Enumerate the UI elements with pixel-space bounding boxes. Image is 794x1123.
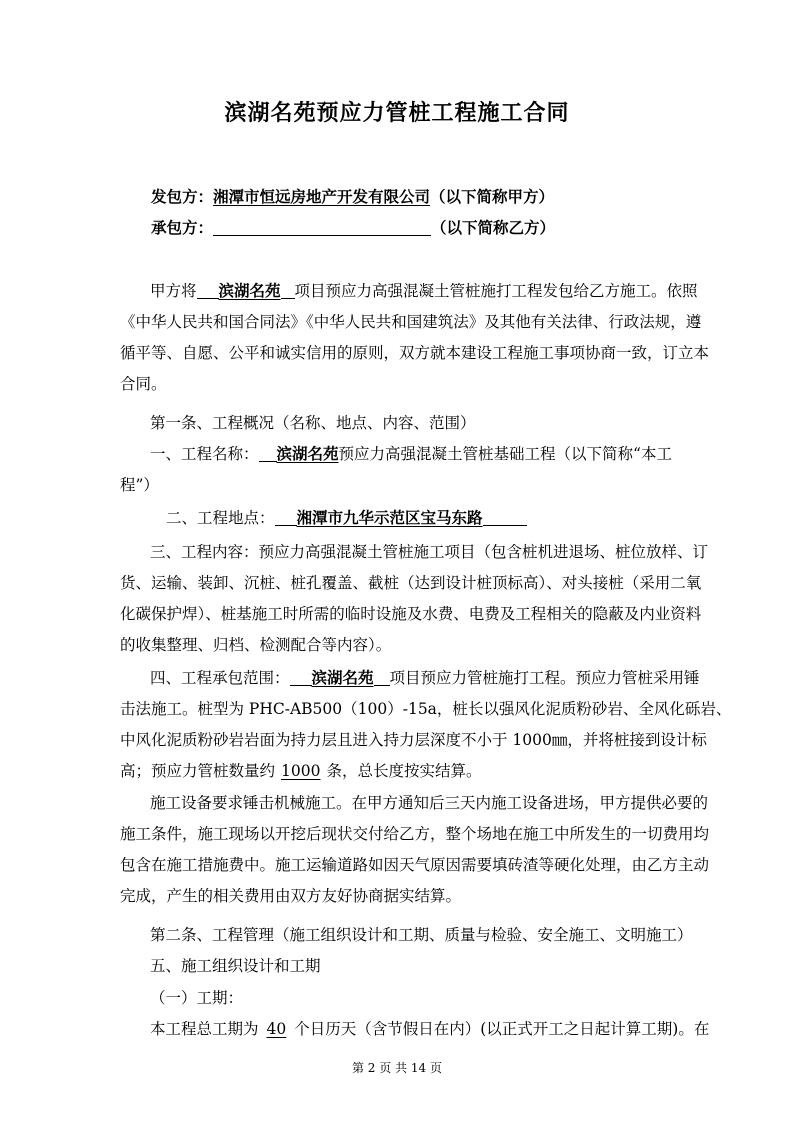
article1-item4-l2: 击法施工。桩型为 PHC-AB500（100）-15a，桩长以强风化泥质粉砂岩、全风化砾岩、 bbox=[120, 700, 732, 718]
period-post: 个日历天（含节假日在内）(以正式开工之日起计算工期)。在 bbox=[294, 1020, 710, 1038]
item4-post: 项目预应力管桩施打工程。预应力管桩采用锤 bbox=[389, 669, 700, 687]
article2-sub5: 五、施工组织设计和工期 bbox=[150, 957, 321, 975]
pile-count-post: 条，总长度按实结算。 bbox=[326, 762, 482, 780]
article1-item4 bbox=[150, 668, 700, 688]
party-a-line bbox=[151, 187, 554, 207]
intro-line-2: 《中华人民共和国合同法》《中华人民共和国建筑法》及其他有关法律、行政法规，遵 bbox=[120, 313, 702, 331]
intro-line-1 bbox=[150, 281, 698, 301]
pile-count-pre: 高；预应力管桩数量约 bbox=[120, 762, 276, 780]
underline-pad bbox=[259, 445, 277, 462]
period-days: 40 bbox=[266, 1020, 287, 1038]
article1-item3-l3: 化碳保护焊）、桩基施工时所需的临时设施及水费、电费及工程相关的隐蔽及内业资料 bbox=[120, 605, 702, 623]
equipment-l2: 施工条件，施工现场以开挖后现状交付给乙方，整个场地在施工中所发生的一切费用均 bbox=[120, 825, 710, 843]
contract-title: 滨湖名苑预应力管桩工程施工合同 bbox=[224, 100, 570, 126]
intro-line-3: 循平等、自愿、公平和诚实信用的原则，双方就本建设工程施工事项协商一致，订立本 bbox=[120, 344, 710, 362]
article2-heading: 第二条、工程管理（施工组织设计和工期、质量与检验、安全施工、文明施工） bbox=[150, 926, 693, 944]
equipment-l3: 包含在施工措施费中。施工运输道路如因天气原因需要填砖渣等硬化处理，由乙方主动 bbox=[120, 856, 710, 874]
article2-period bbox=[150, 1019, 709, 1039]
item1-post: 预应力高强混凝土管桩基础工程（以下简称“本工 bbox=[338, 445, 672, 463]
underline-pad bbox=[483, 509, 527, 526]
period-pre: 本工程总工期为 bbox=[150, 1020, 259, 1038]
footer-mid: 页 共 bbox=[379, 1061, 408, 1075]
article1-item1-cont: 程”） bbox=[120, 476, 159, 494]
underline-pad bbox=[275, 509, 297, 526]
pile-count: 1000 bbox=[281, 762, 321, 780]
party-a-suffix: （以下简称甲方） bbox=[430, 187, 555, 206]
underline-pad bbox=[197, 282, 219, 299]
article1-item2 bbox=[166, 508, 527, 528]
intro-project-name: 滨湖名苑 bbox=[218, 281, 281, 300]
article2-sub5-1: （一）工期： bbox=[150, 989, 244, 1007]
item1-label: 一、工程名称： bbox=[150, 445, 259, 463]
party-a-label: 发包方： bbox=[151, 187, 214, 206]
article1-item3-l4: 的收集整理、归档、检测配合等内容）。 bbox=[120, 636, 392, 654]
underline-pad bbox=[374, 669, 390, 686]
article1-heading: 第一条、工程概况（名称、地点、内容、范围） bbox=[150, 414, 476, 432]
page-footer bbox=[0, 1059, 794, 1076]
item4-project-name: 滨湖名苑 bbox=[311, 668, 374, 687]
footer-page-number: 2 bbox=[367, 1061, 376, 1075]
equipment-l4: 完成，产生的相关费用由双方友好协商据实结算。 bbox=[120, 887, 462, 905]
article1-item3-l1: 三、工程内容：预应力高强混凝土管桩施工项目（包含桩机进退场、桩位放样、订 bbox=[150, 543, 709, 561]
footer-suffix: 页 bbox=[430, 1061, 443, 1075]
intro-post: 项目预应力高强混凝土管桩施打工程发包给乙方施工。依照 bbox=[294, 282, 698, 300]
footer-total-pages: 14 bbox=[410, 1061, 427, 1075]
footer-prefix: 第 bbox=[351, 1061, 364, 1075]
item2-label: 二、工程地点： bbox=[166, 509, 275, 527]
item2-location: 湘潭市九华示范区宝马东路 bbox=[296, 508, 483, 527]
article1-item4-l3: 中风化泥质粉砂岩岩面为持力层且进入持力层深度不小于 1000㎜，并将桩接到设计标 bbox=[120, 731, 707, 749]
party-b-label: 承包方： bbox=[151, 218, 214, 237]
party-a-name: 湘潭市恒远房地产开发有限公司 bbox=[213, 187, 431, 206]
item1-project-name: 滨湖名苑 bbox=[276, 444, 339, 463]
party-b-line bbox=[151, 218, 555, 238]
underline-pad bbox=[281, 282, 295, 299]
party-b-suffix: （以下简称乙方） bbox=[431, 218, 556, 237]
intro-line-4: 合同。 bbox=[120, 375, 167, 393]
party-b-blank bbox=[213, 219, 431, 236]
item4-label: 四、工程承包范围： bbox=[150, 669, 290, 687]
intro-pre: 甲方将 bbox=[150, 282, 197, 300]
equipment-l1: 施工设备要求锤击机械施工。在甲方通知后三天内施工设备进场，甲方提供必要的 bbox=[150, 794, 709, 812]
article1-item4-l4 bbox=[120, 761, 481, 781]
article1-item3-l2: 货、运输、装卸、沉桩、桩孔覆盖、截桩（达到设计桩顶标高）、对头接桩（采用二氧 bbox=[120, 574, 702, 592]
article1-item1 bbox=[150, 444, 672, 464]
underline-pad bbox=[290, 669, 312, 686]
